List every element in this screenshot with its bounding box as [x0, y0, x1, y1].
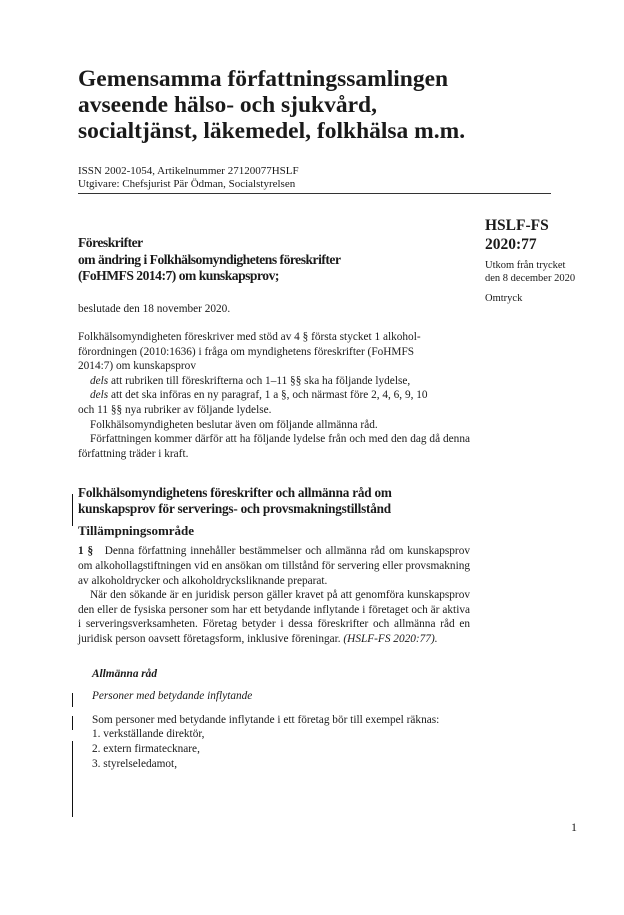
- header-divider: [78, 193, 551, 194]
- amendment-reference: (HSLF-FS 2020:77).: [343, 633, 438, 645]
- general-advice: [78, 667, 470, 772]
- dels-clause-1: dels att rubriken till föreskrifterna och 1–11 §§ ska ha följande lydelse,: [90, 374, 411, 387]
- section-heading-line: kunskapsprov för serverings- och provsmakningstillstånd: [78, 501, 391, 517]
- decision-date: beslutade den 18 november 2020.: [78, 302, 231, 315]
- publication-statement: Författningen kommer därför att ha följande lydelse från och med den dag då denna författning träder i kraft.: [78, 433, 470, 460]
- preamble-line: förordningen (2010:1636) i fråga om myndighetens föreskrifter (FoHMFS: [78, 345, 415, 358]
- collection-title-line: Gemensamma författningssamlingen: [78, 66, 449, 92]
- change-marker-bar: [72, 494, 73, 526]
- general-advice-decision: Folkhälsomyndigheten beslutar även om följande allmänna råd.: [90, 418, 378, 431]
- paragraph-number: 1 §: [78, 545, 94, 558]
- paragraph-1: 1 § Denna författning innehåller bestämmelser och allmänna råd om kunskapsprov om alkohollagstiftningen vid en ansökan om tillstånd för servering eller provsmakning av alkoholdrycker och alkoholdrycksliknande preparat.: [78, 545, 470, 587]
- section-heading: [78, 485, 470, 517]
- paragraph-1-second: När den sökande är en juridisk person gäller kravet på att genomföra kunskapsprov den eller de fysiska personer som har ett betydande inflytande i företaget och är aktiva i serveringsverksamheten. Företag betyder i dessa föreskrifter och allmänna råd en juridisk person oavsett företagsform, inklusive föreningar. (HSLF-FS 2020:77).: [78, 589, 470, 645]
- collection-title: [78, 66, 548, 144]
- preamble: [78, 330, 470, 461]
- general-advice-heading: Allmänna råd: [92, 667, 157, 680]
- preamble-line: Folkhälsomyndigheten föreskriver med stöd av 4 § första stycket 1 alkohol-: [78, 331, 421, 344]
- change-marker-bar: [72, 693, 73, 707]
- publisher-line: Utgivare: Chefsjurist Pär Ödman, Socialstyrelsen: [78, 178, 296, 190]
- issn-line: ISSN 2002-1054, Artikelnummer 27120077HSLF: [78, 165, 299, 177]
- dels-clause-2: dels att det ska införas en ny paragraf, 1 a §, och närmast före 2, 4, 6, 9, 10: [90, 389, 428, 402]
- dels-clause-2-cont: och 11 §§ nya rubriker av följande lydelse.: [78, 404, 272, 417]
- regulation-title-line: Föreskrifter: [78, 235, 143, 250]
- series-name: HSLF-FS: [485, 217, 549, 234]
- series-number: 2020:77: [485, 236, 537, 253]
- list-item: 3. styrelseledamot,: [92, 757, 178, 770]
- page-number: 1: [571, 820, 577, 834]
- series-sidebar: [485, 216, 615, 305]
- list-item: 2. extern firmatecknare,: [92, 742, 200, 755]
- preamble-line: 2014:7) om kunskapsprov: [78, 360, 196, 373]
- general-advice-subheading: Personer med betydande inflytande: [92, 690, 253, 703]
- collection-title-line: socialtjänst, läkemedel, folkhälsa m.m.: [78, 118, 466, 144]
- collection-title-line: avseende hälso- och sjukvård,: [78, 92, 378, 118]
- publication-meta: [78, 165, 299, 191]
- regulation-title-line: om ändring i Folkhälsomyndighetens föreskrifter: [78, 251, 341, 267]
- change-marker-bar: [72, 741, 73, 817]
- list-item: 1. verkställande direktör,: [92, 728, 205, 741]
- change-marker-bar: [72, 716, 73, 730]
- regulation-title-line: (FoHMFS 2014:7) om kunskapsprov;: [78, 268, 279, 283]
- published-date: den 8 december 2020: [485, 273, 576, 284]
- general-advice-intro: Som personer med betydande inflytande i ett företag bör till exempel räknas:: [92, 713, 440, 726]
- reprint-label: Omtryck: [485, 293, 523, 304]
- document-body: [78, 235, 470, 771]
- scope-heading: Tillämpningsområde: [78, 523, 195, 539]
- regulation-title: [78, 235, 470, 285]
- published-line: Utkom från trycket: [485, 260, 566, 271]
- section-heading-line: Folkhälsomyndighetens föreskrifter och allmänna råd om: [78, 485, 392, 501]
